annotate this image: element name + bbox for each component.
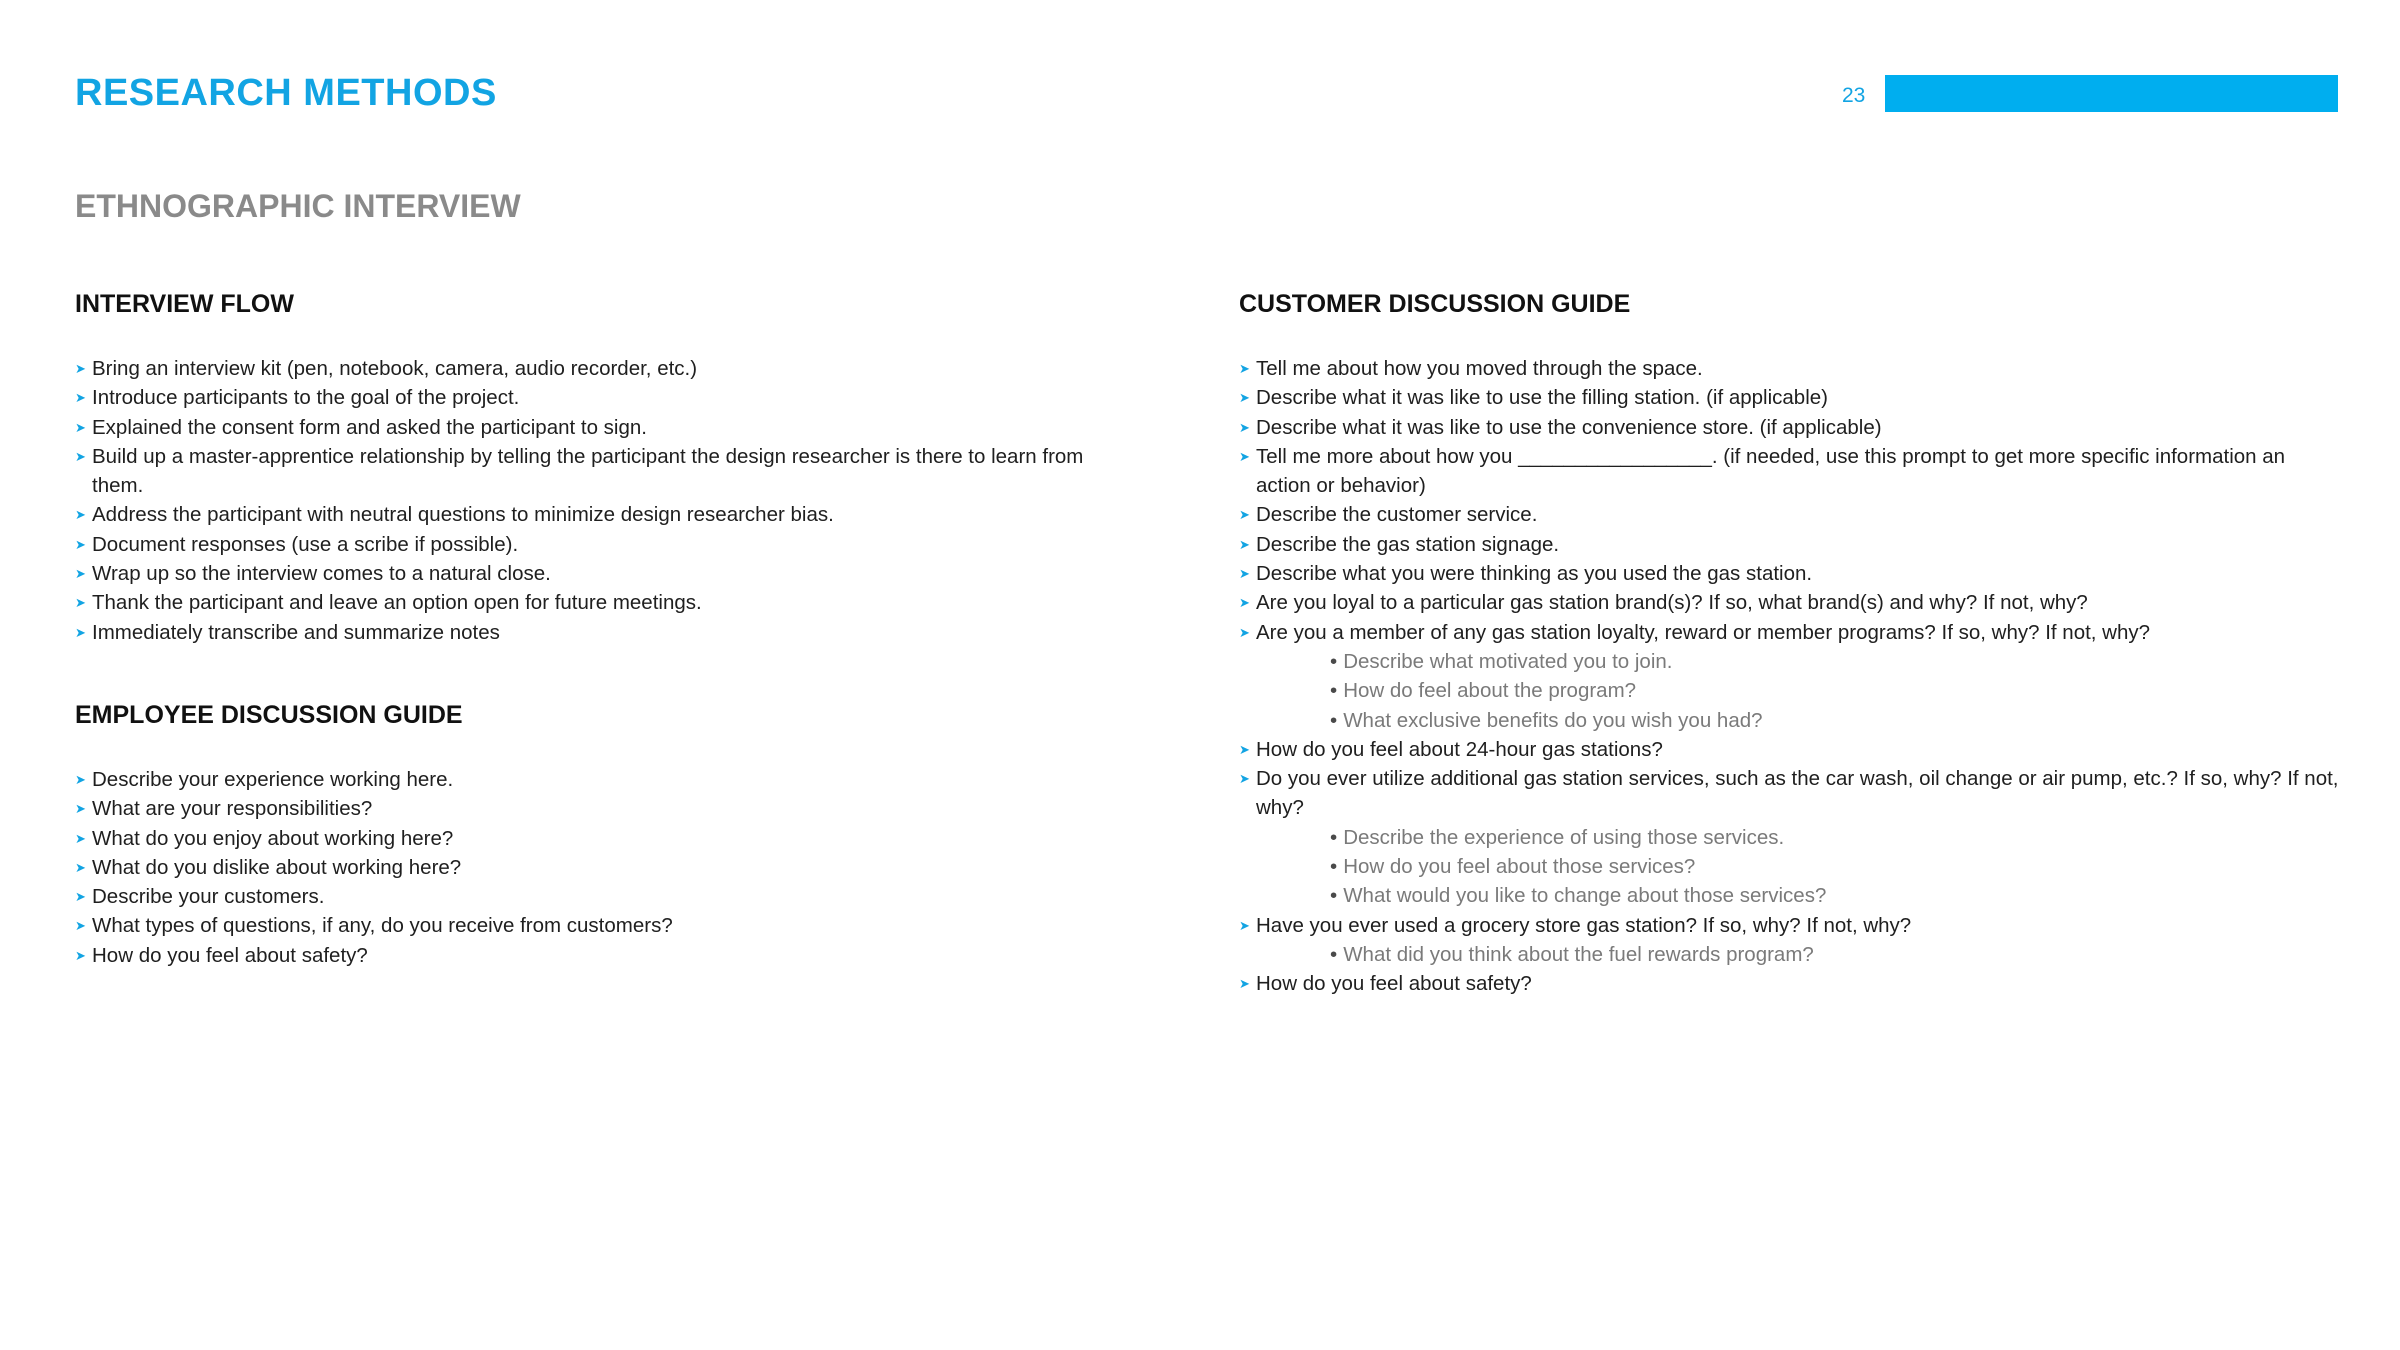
list-item-text: Bring an interview kit (pen, notebook, camera, audio recorder, etc.) xyxy=(92,357,698,380)
arrow-bullet-icon: ➤ xyxy=(1239,771,1250,787)
list-item-text: Describe the gas station signage. xyxy=(1256,532,1560,556)
customer-guide-item xyxy=(1239,969,2339,998)
employee-guide-item xyxy=(75,853,1105,882)
employee-guide-item xyxy=(75,824,1105,853)
employee-guide-item xyxy=(75,911,1105,940)
interview-flow-item xyxy=(75,588,1105,617)
arrow-bullet-icon: ➤ xyxy=(75,889,86,905)
list-item-text: Do you ever utilize additional gas station services, such as the car wash, oil change or air pump, etc.? If so, why? If not, why? xyxy=(1256,767,2339,820)
arrow-bullet-icon: ➤ xyxy=(1239,624,1250,640)
dot-bullet-icon: • xyxy=(1330,884,1338,908)
arrow-bullet-icon: ➤ xyxy=(1239,536,1250,552)
sub-list-item-text: What did you think about the fuel rewards program? xyxy=(1343,942,1814,966)
customer-guide-item xyxy=(1239,413,2339,442)
arrow-bullet-icon: ➤ xyxy=(75,566,86,582)
customer-guide-section xyxy=(1239,290,2339,999)
interview-flow-item xyxy=(75,354,1105,383)
interview-flow-list xyxy=(75,354,1105,647)
list-item-text: What do you enjoy about working here? xyxy=(92,826,454,850)
page-title: RESEARCH METHODS xyxy=(75,72,497,114)
list-item-text: How do you feel about safety? xyxy=(1256,972,1532,996)
employee-guide-item xyxy=(75,794,1105,823)
arrow-bullet-icon: ➤ xyxy=(75,536,86,552)
customer-guide-item xyxy=(1239,764,2339,823)
interview-flow-section xyxy=(75,290,1105,647)
sub-list-item-text: Describe what motivated you to join. xyxy=(1343,649,1673,673)
arrow-bullet-icon: ➤ xyxy=(1239,419,1250,435)
customer-guide-heading: CUSTOMER DISCUSSION GUIDE xyxy=(1239,290,1631,318)
customer-guide-item xyxy=(1239,354,2339,383)
customer-guide-item xyxy=(1239,383,2339,412)
list-item-text: How do you feel about 24-hour gas stations? xyxy=(1256,737,1663,761)
list-item-text: Have you ever used a grocery store gas station? If so, why? If not, why? xyxy=(1256,913,1912,937)
employee-guide-section xyxy=(75,701,1105,970)
arrow-bullet-icon: ➤ xyxy=(75,624,86,640)
list-item-text: What do you dislike about working here? xyxy=(92,855,462,879)
list-item-text: Describe what it was like to use the filling station. (if applicable) xyxy=(1256,386,1828,410)
employee-guide-item xyxy=(75,765,1105,794)
sub-list-item-text: What exclusive benefits do you wish you had? xyxy=(1343,708,1763,732)
employee-guide-heading: EMPLOYEE DISCUSSION GUIDE xyxy=(75,701,463,729)
interview-flow-item xyxy=(75,442,1105,501)
arrow-bullet-icon: ➤ xyxy=(75,801,86,817)
customer-guide-item xyxy=(1239,530,2339,559)
list-item-text: Are you a member of any gas station loyalty, reward or member programs? If so, why? If not, why? xyxy=(1256,620,2151,644)
list-item-text: Build up a master-apprentice relationship by telling the participant the design researcher is there to learn from them. xyxy=(92,444,1084,498)
list-item-text: Describe your customers. xyxy=(92,885,325,909)
list-item-text: Address the participant with neutral questions to minimize design researcher bias. xyxy=(92,503,834,527)
sub-list-item-text: How do feel about the program? xyxy=(1343,679,1637,703)
arrow-bullet-icon: ➤ xyxy=(75,595,86,611)
list-item-text: Are you loyal to a particular gas station brand(s)? If so, what brand(s) and why? If not, why? xyxy=(1256,591,2088,615)
dot-bullet-icon: • xyxy=(1330,679,1338,703)
arrow-bullet-icon: ➤ xyxy=(75,448,86,464)
customer-guide-item xyxy=(1239,735,2339,764)
list-item-text: Describe your experience working here. xyxy=(92,768,454,791)
sub-list-item xyxy=(1239,852,2339,881)
employee-guide-item xyxy=(75,882,1105,911)
page-number: 23 xyxy=(1842,84,1866,107)
arrow-bullet-icon: ➤ xyxy=(1239,361,1250,376)
interview-flow-item xyxy=(75,383,1105,412)
interview-flow-item xyxy=(75,413,1105,442)
header-accent-bar xyxy=(1885,75,2338,112)
customer-guide-item xyxy=(1239,500,2339,529)
customer-guide-item xyxy=(1239,911,2339,940)
dot-bullet-icon: • xyxy=(1330,825,1338,849)
sub-list-item-text: What would you like to change about those services? xyxy=(1343,884,1827,908)
list-item-text: Tell me more about how you _________________. (if needed, use this prompt to get more specific information an action or behavior) xyxy=(1256,444,2286,498)
dot-bullet-icon: • xyxy=(1330,708,1338,732)
arrow-bullet-icon: ➤ xyxy=(75,390,86,406)
sub-list-item xyxy=(1239,823,2339,852)
list-item-text: How do you feel about safety? xyxy=(92,943,368,967)
dot-bullet-icon: • xyxy=(1330,942,1338,966)
dot-bullet-icon: • xyxy=(1330,855,1338,879)
interview-flow-item xyxy=(75,559,1105,588)
sub-list-item xyxy=(1239,940,2339,969)
sub-list-item xyxy=(1239,881,2339,910)
arrow-bullet-icon: ➤ xyxy=(75,419,86,435)
arrow-bullet-icon: ➤ xyxy=(1239,507,1250,523)
list-item-text: Introduce participants to the goal of the project. xyxy=(92,386,520,410)
customer-guide-list xyxy=(1239,354,2339,999)
arrow-bullet-icon: ➤ xyxy=(75,361,86,376)
arrow-bullet-icon: ➤ xyxy=(1239,976,1250,992)
list-item-text: Describe the customer service. xyxy=(1256,503,1538,527)
arrow-bullet-icon: ➤ xyxy=(1239,448,1250,464)
sub-list-item-text: How do you feel about those services? xyxy=(1343,855,1696,879)
list-item-text: Immediately transcribe and summarize notes xyxy=(92,620,500,644)
section-subtitle: ETHNOGRAPHIC INTERVIEW xyxy=(75,188,521,224)
list-item-text: Document responses (use a scribe if possible). xyxy=(92,532,519,556)
list-item-text: What are your responsibilities? xyxy=(92,797,373,821)
arrow-bullet-icon: ➤ xyxy=(1239,566,1250,582)
list-item-text: Tell me about how you moved through the space. xyxy=(1256,357,1703,380)
arrow-bullet-icon: ➤ xyxy=(75,830,86,846)
interview-flow-item xyxy=(75,530,1105,559)
sub-list-item xyxy=(1239,706,2339,735)
employee-guide-list xyxy=(75,765,1105,970)
sub-list-item xyxy=(1239,676,2339,705)
list-item-text: Explained the consent form and asked the participant to sign. xyxy=(92,415,647,439)
arrow-bullet-icon: ➤ xyxy=(1239,390,1250,406)
arrow-bullet-icon: ➤ xyxy=(1239,741,1250,757)
customer-guide-item xyxy=(1239,588,2339,617)
employee-guide-item xyxy=(75,941,1105,970)
list-item-text: Wrap up so the interview comes to a natural close. xyxy=(92,562,551,586)
list-item-text: Thank the participant and leave an option open for future meetings. xyxy=(92,591,702,615)
arrow-bullet-icon: ➤ xyxy=(75,507,86,523)
list-item-text: Describe what it was like to use the convenience store. (if applicable) xyxy=(1256,415,1882,439)
list-item-text: What types of questions, if any, do you receive from customers? xyxy=(92,914,673,938)
arrow-bullet-icon: ➤ xyxy=(1239,595,1250,611)
arrow-bullet-icon: ➤ xyxy=(75,947,86,963)
arrow-bullet-icon: ➤ xyxy=(1239,917,1250,933)
interview-flow-item xyxy=(75,500,1105,529)
dot-bullet-icon: • xyxy=(1330,649,1338,673)
sub-list-item-text: Describe the experience of using those services. xyxy=(1343,825,1785,849)
sub-list-item xyxy=(1239,647,2339,676)
interview-flow-heading: INTERVIEW FLOW xyxy=(75,290,294,318)
customer-guide-item xyxy=(1239,618,2339,647)
arrow-bullet-icon: ➤ xyxy=(75,772,86,787)
arrow-bullet-icon: ➤ xyxy=(75,918,86,934)
customer-guide-item xyxy=(1239,559,2339,588)
list-item-text: Describe what you were thinking as you used the gas station. xyxy=(1256,562,1813,586)
interview-flow-item xyxy=(75,618,1105,647)
customer-guide-item xyxy=(1239,442,2339,501)
arrow-bullet-icon: ➤ xyxy=(75,859,86,875)
